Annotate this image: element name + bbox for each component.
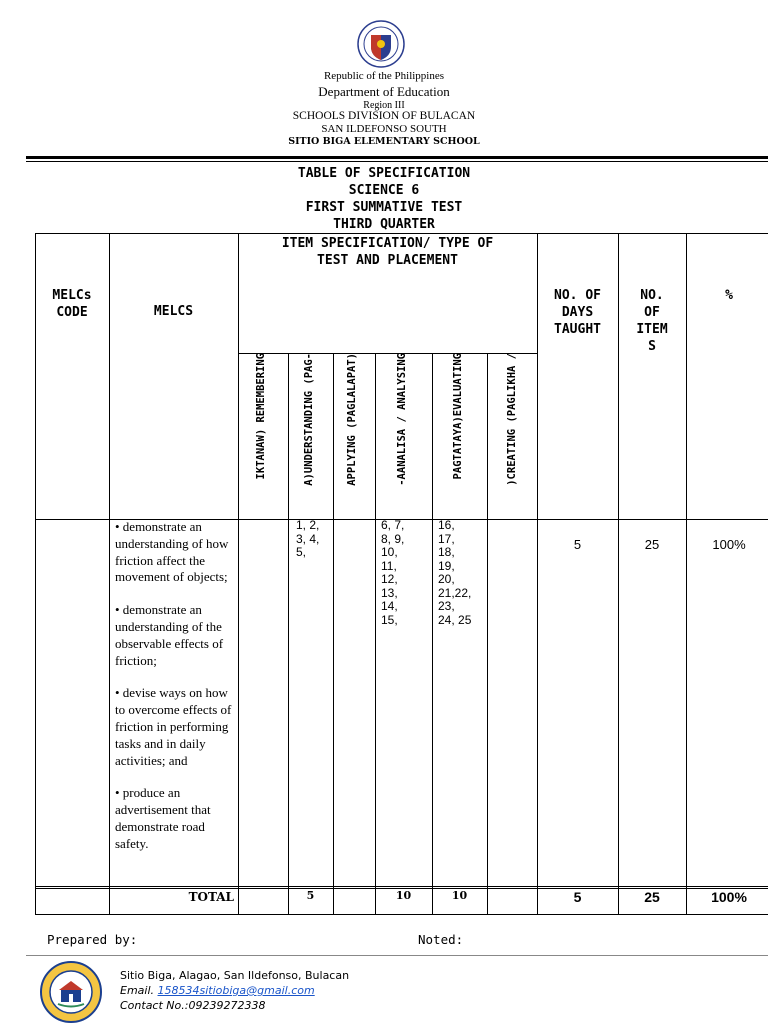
deped-seal-logo (357, 20, 405, 68)
doc-test: FIRST SUMMATIVE TEST (305, 200, 463, 215)
footer-email-link[interactable]: 158534sitiobiga@gmail.com (157, 984, 315, 997)
melc-item: • demonstrate an understanding of the observable effects of friction; (115, 602, 224, 668)
header-melcs-code: MELCs CODE (52, 288, 92, 320)
total-days: 5 (573, 889, 582, 905)
footer-address: Sitio Biga, Alagao, San Ildefonso, Bulacan (120, 969, 350, 982)
header-district: SAN ILDEFONSO SOUTH (321, 123, 447, 135)
row-items: 25 (644, 537, 660, 552)
footer-email-row (120, 984, 315, 997)
doc-title: TABLE OF SPECIFICATION (297, 166, 471, 181)
header-divider-thin (26, 161, 768, 162)
analysing-items: 6, 7, 8, 9, 10, 11, 12, 13, 14, 15, (381, 518, 405, 627)
doc-quarter: THIRD QUARTER (333, 217, 435, 232)
level-evaluating: PAGTATAYA)EVALUATING (452, 353, 464, 480)
melc-item: • demonstrate an understanding of how friction affect the movement of objects; (115, 519, 229, 585)
footer-divider (26, 955, 768, 956)
total-label: TOTAL (188, 890, 234, 904)
school-seal-logo (40, 961, 102, 1023)
noted-label: Noted: (418, 932, 464, 947)
melc-item: • devise ways on how to overcome effects of friction in performing tasks and in daily activities; and (115, 685, 232, 768)
level-remembering: IKTANAW) REMEMBERING (255, 353, 267, 480)
footer-contact: Contact No.:09239272338 (120, 999, 266, 1012)
melcs-competencies (115, 519, 235, 853)
header-melcs: MELCS (153, 304, 194, 319)
specification-table (35, 233, 768, 915)
header-division: SCHOOLS DIVISION OF BULACAN (292, 110, 476, 122)
header-republic: Republic of the Philippines (323, 70, 445, 82)
total-items: 25 (644, 889, 660, 905)
evaluating-items: 16, 17, 18, 19, 20, 21,22, 23, 24, 25 (438, 518, 472, 627)
header-divider-thick (26, 156, 768, 159)
header-days-taught: NO. OF DAYS TAUGHT (554, 288, 601, 337)
level-understanding: A)UNDERSTANDING (PAG- (303, 353, 315, 486)
total-percent: 100% (711, 889, 747, 905)
header-school: SITIO BIGA ELEMENTARY SCHOOL (288, 136, 480, 147)
level-analysing: -AANALISA / ANALYSING (396, 353, 408, 486)
prepared-by-label: Prepared by: (47, 932, 138, 947)
header-percent: % (725, 288, 733, 303)
header-item-specification: ITEM SPECIFICATION/ TYPE OF TEST AND PLACEMENT (281, 236, 494, 268)
understanding-items: 1, 2, 3, 4, 5, (296, 518, 320, 559)
level-creating: )CREATING (PAGLIKHA / (506, 353, 518, 486)
level-applying: APPLYING (PAGLALAPAT) (346, 353, 358, 486)
total-understanding: 5 (306, 889, 315, 902)
header-region: Region III (363, 100, 405, 111)
row-percent: 100% (712, 537, 746, 552)
row-days: 5 (573, 537, 582, 552)
header-no-of-items: NO. OF ITEM S (636, 288, 668, 354)
header-department: Department of Education (318, 84, 450, 99)
melc-item: • produce an advertisement that demonstrate road safety. (115, 785, 211, 851)
doc-subject: SCIENCE 6 (348, 183, 420, 198)
footer-email-label: Email. (120, 984, 158, 997)
total-analysing: 10 (395, 889, 412, 902)
total-evaluating: 10 (451, 889, 468, 902)
